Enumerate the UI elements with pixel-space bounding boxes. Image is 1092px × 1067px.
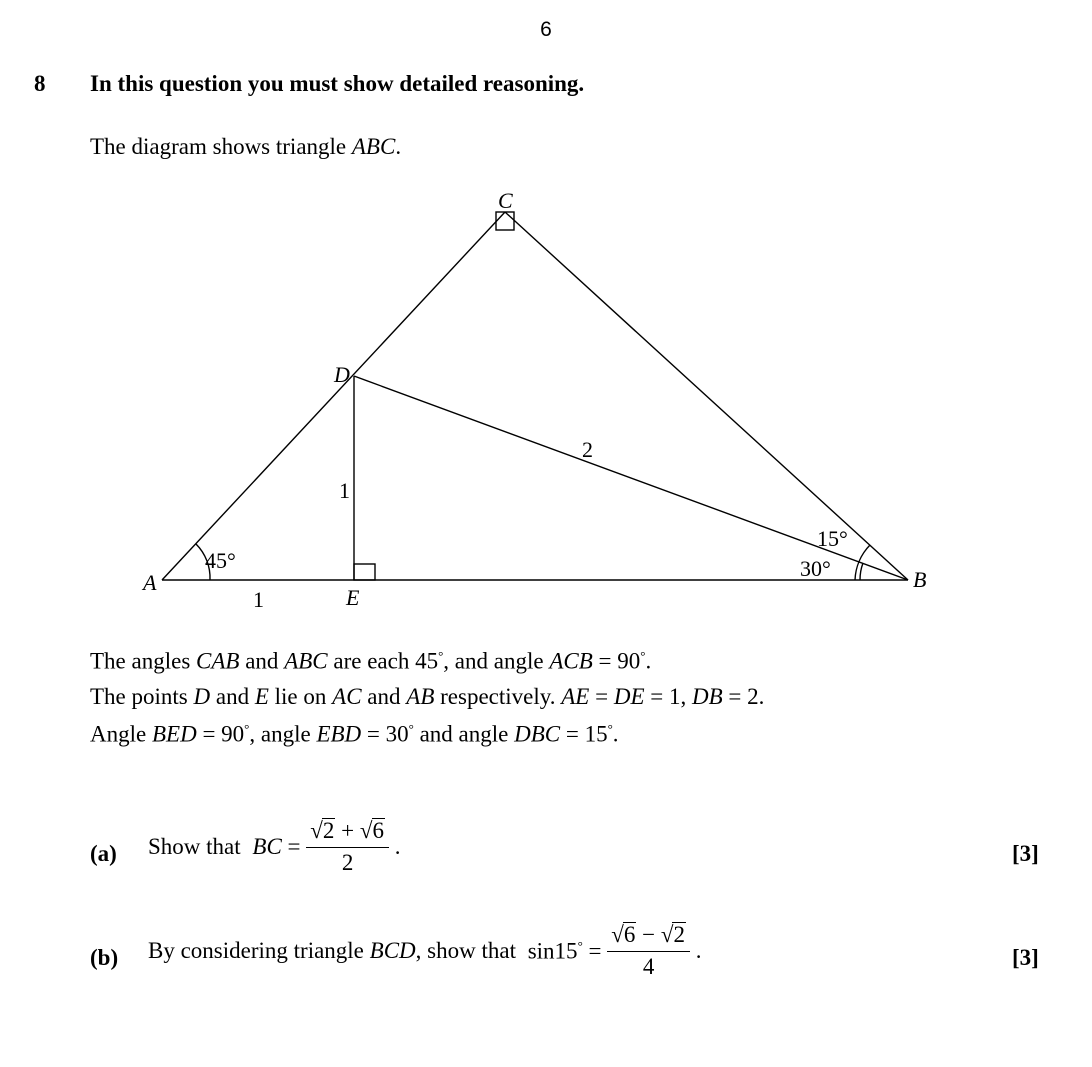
angle-label-DBC: 15° — [817, 526, 848, 551]
degree-mark: ° — [408, 721, 414, 736]
part-a-marks: [3] — [1012, 841, 1039, 866]
page-number: 6 — [540, 18, 552, 41]
side-label-DE: 1 — [339, 478, 350, 503]
part-b-marks: [3] — [1012, 945, 1039, 970]
degree-mark: ° — [640, 648, 646, 663]
degree-mark: ° — [244, 721, 250, 736]
degree-mark: ° — [607, 721, 613, 736]
side-AC — [162, 212, 505, 580]
right-angle-marker-E — [354, 564, 375, 580]
part-b-text: By considering triangle BCD, show that sin15° = $\frac{√6 - √2}{4}$ . — [148, 922, 702, 979]
statement-line-2: The points D and E lie on AC and AB respectively. AE = DE = 1, DB = 2. — [90, 684, 765, 709]
angle-arc-B-30 — [860, 563, 863, 580]
side-label-DB: 2 — [582, 437, 593, 462]
intro-text: The diagram shows triangle ABC. — [90, 134, 402, 159]
part-b-label: (b) — [90, 945, 119, 970]
question-instruction: In this question you must show detailed reasoning. — [90, 71, 585, 96]
angle-label-EBD: 30° — [800, 556, 831, 581]
statement-line-1: The angles CAB and ABC are each 45°, and angle ACB = 90°. — [90, 648, 652, 674]
side-label-AE: 1 — [253, 587, 264, 612]
part-a-label: (a) — [90, 841, 117, 866]
angle-label-A: 45° — [205, 548, 236, 573]
vertex-label-B: B — [913, 567, 927, 592]
degree-mark: ° — [438, 648, 444, 663]
part-b-fraction: $\frac{√6 - √2}{4}$ — [607, 922, 690, 980]
vertex-label-D: D — [334, 362, 350, 387]
vertex-label-C: C — [498, 188, 513, 213]
side-CB — [505, 212, 908, 580]
question-number: 8 — [34, 71, 46, 96]
part-a-text: Show that BC = $\frac{√2 + √6}{2}$ . — [148, 818, 401, 875]
right-angle-marker-C — [496, 212, 514, 230]
statement-line-3: Angle BED = 90°, angle EBD = 30° and angle DBC = 15°. — [90, 721, 619, 747]
vertex-label-A: A — [143, 570, 157, 595]
part-a-fraction: $\frac{√2 + √6}{2}$ — [306, 818, 389, 876]
vertex-label-E: E — [346, 585, 360, 610]
